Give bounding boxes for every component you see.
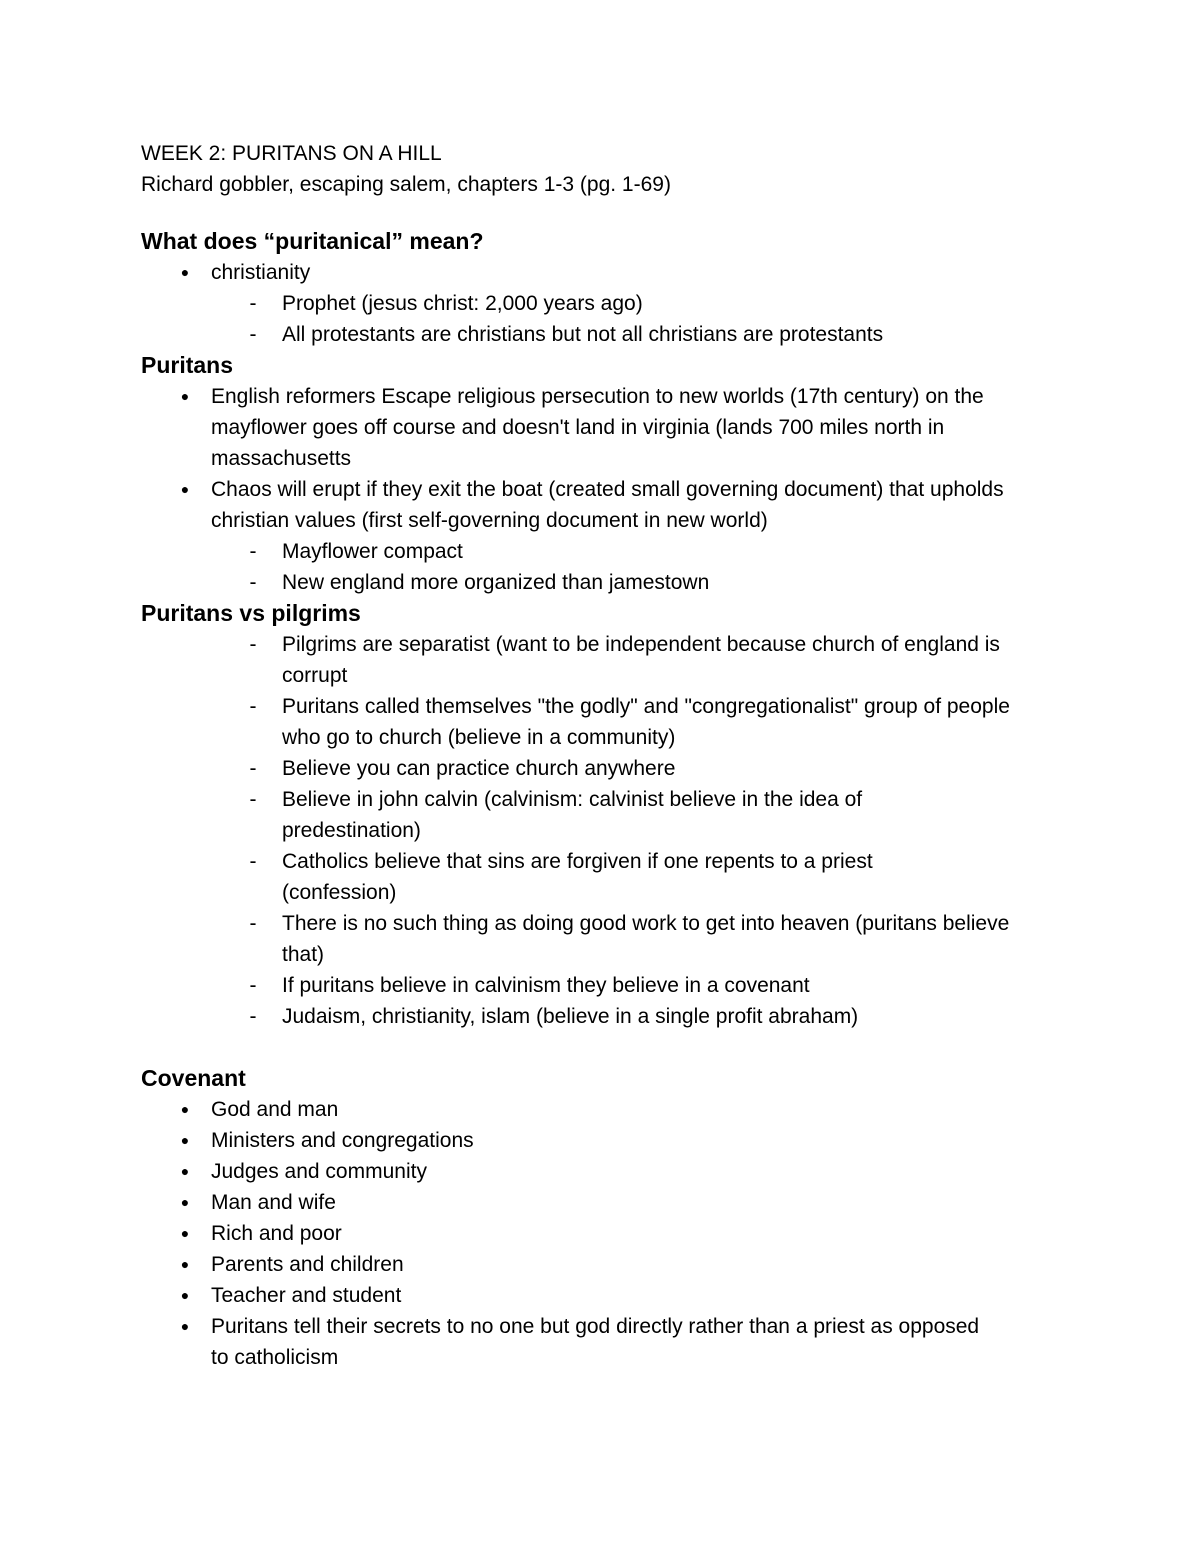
list-item <box>141 753 1081 784</box>
list-item <box>141 970 1081 1001</box>
bullet-icon: ● <box>180 1163 190 1179</box>
list-item-text: New england more organized than jamestown <box>282 571 710 594</box>
bullet-icon: ● <box>180 1194 190 1210</box>
bullet-icon: ● <box>180 264 190 280</box>
list-item-text: Man and wife <box>211 1191 336 1214</box>
list-item <box>141 908 1081 970</box>
list-item <box>141 1218 1081 1249</box>
list-item <box>141 784 1081 846</box>
list-item-text: Believe in john calvin (calvinism: calvinist believe in the idea of predestination) <box>282 788 863 842</box>
list-item-text: Pilgrims are separatist (want to be independent because church of england is corrupt <box>282 633 1000 687</box>
list-item <box>141 1249 1081 1280</box>
list-item-text: Teacher and student <box>211 1284 402 1307</box>
dash-icon: - <box>249 571 257 594</box>
dash-icon: - <box>249 850 257 873</box>
bullet-icon: ● <box>180 1101 190 1117</box>
list-item <box>141 1280 1081 1311</box>
list-item-text: Believe you can practice church anywhere <box>282 757 676 780</box>
dash-icon: - <box>249 788 257 811</box>
list-item-text: Ministers and congregations <box>211 1129 474 1152</box>
list-item <box>141 536 1081 567</box>
dash-icon: - <box>249 323 257 346</box>
list-item <box>141 381 1081 474</box>
section-heading-puritanical: What does “puritanical” mean? <box>141 228 484 254</box>
list-item-text: All protestants are christians but not all christians are protestants <box>282 323 884 346</box>
list-item-text: Mayflower compact <box>282 540 463 563</box>
list-item <box>141 1311 1081 1373</box>
section-heading-puritans: Puritans <box>141 352 234 378</box>
list-item-text: Puritans called themselves "the godly" and "congregationalist" group of people who go to church (believe in a community) <box>282 695 1010 749</box>
dash-icon: - <box>249 695 257 718</box>
list-item <box>141 1125 1081 1156</box>
list-item-text: Judaism, christianity, islam (believe in a single profit abraham) <box>282 1005 859 1028</box>
list-item-text: christianity <box>211 261 311 284</box>
list-item <box>141 691 1081 753</box>
list-item <box>141 288 1081 319</box>
section-heading-vs-pilgrims: Puritans vs pilgrims <box>141 600 361 626</box>
list-item <box>141 1094 1081 1125</box>
dash-icon: - <box>249 912 257 935</box>
list-item <box>141 567 1081 598</box>
bullet-icon: ● <box>180 388 190 404</box>
list-item <box>141 319 1081 350</box>
list-item <box>141 1187 1081 1218</box>
list-item-text: Catholics believe that sins are forgiven if one repents to a priest (confession) <box>282 850 873 904</box>
list-item-text: Judges and community <box>211 1160 427 1183</box>
document-page <box>141 138 1081 1373</box>
bullet-icon: ● <box>180 1256 190 1272</box>
list-item-text: If puritans believe in calvinism they believe in a covenant <box>282 974 810 997</box>
list-item <box>141 629 1081 691</box>
bullet-icon: ● <box>180 1287 190 1303</box>
list-item <box>141 257 1081 288</box>
list-item <box>141 474 1081 536</box>
document-title: WEEK 2: PURITANS ON A HILL <box>141 142 442 165</box>
list-item-text: English reformers Escape religious persecution to new worlds (17th century) on the mayflower goes off course and doesn't land in virginia (lands 700 miles north in massachusetts <box>211 385 984 470</box>
bullet-icon: ● <box>180 1225 190 1241</box>
list-item-text: Puritans tell their secrets to no one but god directly rather than a priest as opposed to catholicism <box>211 1315 980 1369</box>
list-item-text: Chaos will erupt if they exit the boat (created small governing document) that upholds christian values (first self-governing document in new world) <box>211 478 1004 532</box>
list-item-text: Prophet (jesus christ: 2,000 years ago) <box>282 292 643 315</box>
list-item <box>141 1156 1081 1187</box>
bullet-icon: ● <box>180 1132 190 1148</box>
list-item-text: Parents and children <box>211 1253 404 1276</box>
section-heading-covenant: Covenant <box>141 1065 246 1091</box>
dash-icon: - <box>249 1005 257 1028</box>
bullet-icon: ● <box>180 481 190 497</box>
dash-icon: - <box>249 633 257 656</box>
list-item <box>141 1001 1081 1032</box>
dash-icon: - <box>249 757 257 780</box>
bullet-icon: ● <box>180 1318 190 1334</box>
list-item-text: Rich and poor <box>211 1222 342 1245</box>
document-subtitle: Richard gobbler, escaping salem, chapters 1-3 (pg. 1-69) <box>141 173 671 196</box>
dash-icon: - <box>249 540 257 563</box>
list-item-text: God and man <box>211 1098 339 1121</box>
dash-icon: - <box>249 974 257 997</box>
list-item <box>141 846 1081 908</box>
list-item-text: There is no such thing as doing good work to get into heaven (puritans believe that) <box>282 912 1010 966</box>
dash-icon: - <box>249 292 257 315</box>
